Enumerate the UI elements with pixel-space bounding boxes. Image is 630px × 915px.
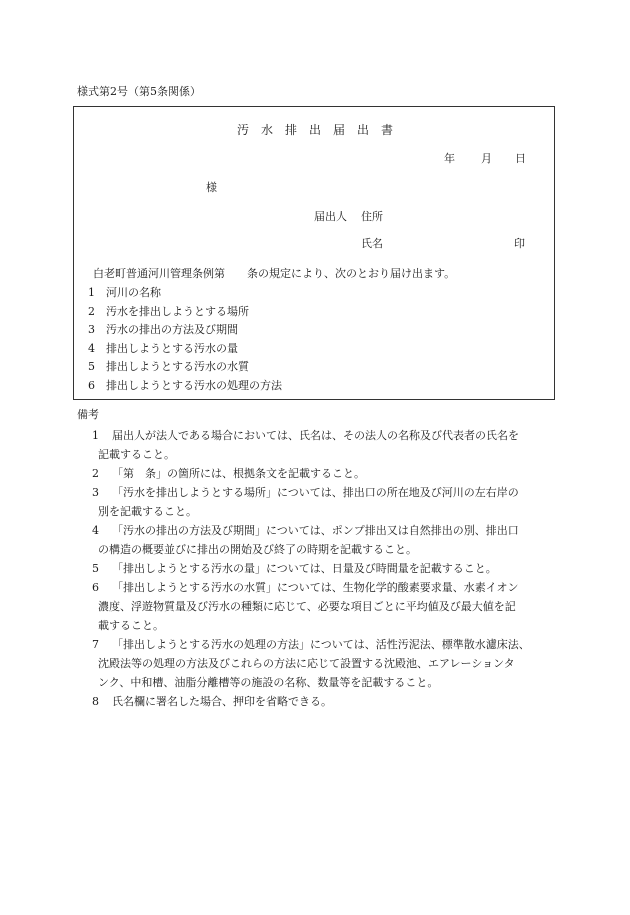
item-number: 6 (88, 379, 95, 392)
title-char: 水 (260, 123, 273, 137)
item-number: 2 (88, 305, 95, 318)
note-number: 1 (92, 429, 99, 442)
item-number: 5 (88, 360, 95, 373)
intro-statement: 白老町普通河川管理条例第 条の規定により、次のとおり届け出ます。 (93, 267, 456, 280)
note-number: 5 (92, 562, 99, 575)
form-frame (73, 106, 555, 400)
note-number: 3 (92, 486, 99, 499)
list-item (88, 324, 238, 335)
note-line: 「汚水の排出の方法及び期間」については、ポンプ排出又は自然排出の別、排出口 (112, 524, 519, 537)
note-number: 4 (92, 524, 99, 537)
note-number: 8 (92, 695, 99, 708)
item-number: 3 (88, 323, 95, 336)
title-char: 出 (308, 123, 321, 137)
seal-label: 印 (514, 237, 525, 250)
item-text: 排出しようとする汚水の水質 (106, 360, 249, 373)
title-char: 汚 (236, 123, 249, 137)
title-char: 出 (357, 123, 370, 137)
note-line: 沈殿法等の処理の方法及びこれらの方法に応じて設置する沈殿池、エアレーションタ (98, 657, 515, 670)
item-number: 1 (88, 286, 95, 299)
date-month-label: 月 (481, 152, 492, 165)
notifier-label: 届出人 (314, 210, 347, 223)
addressee-suffix: 様 (206, 181, 217, 194)
note-line: 載すること。 (98, 619, 164, 632)
note-number: 6 (92, 581, 99, 594)
title-char: 届 (333, 123, 346, 137)
note-line: 「第 条」の箇所には、根拠条文を記載すること。 (112, 467, 365, 480)
note-line: 「汚水を排出しようとする場所」については、排出口の所在地及び河川の左右岸の (112, 486, 519, 499)
form-number-label: 様式第2号（第5条関係） (77, 85, 201, 98)
note-line: の構造の概要並びに排出の開始及び終了の時期を記載すること。 (98, 543, 417, 556)
item-text: 排出しようとする汚水の量 (106, 342, 238, 355)
list-item (88, 380, 282, 391)
note-line: 届出人が法人である場合においては、氏名は、その法人の名称及び代表者の氏名を (112, 429, 519, 442)
item-text: 河川の名称 (106, 286, 161, 299)
document-title (0, 124, 630, 136)
list-item (88, 287, 161, 298)
list-item (88, 361, 249, 372)
title-char: 排 (284, 123, 297, 137)
date-year-label: 年 (444, 152, 455, 165)
note-line: 「排出しようとする汚水の処理の方法」については、活性汚泥法、標準散水濾床法、 (112, 638, 530, 651)
note-line: 「排出しようとする汚水の水質」については、生物化学的酸素要求量、水素イオン (112, 581, 519, 594)
note-line: 別を記載すること。 (98, 505, 197, 518)
item-text: 汚水の排出の方法及び期間 (106, 323, 238, 336)
note-line: ンク、中和槽、油脂分離槽等の施設の名称、数量等を記載すること。 (98, 676, 439, 689)
name-label: 氏名 (361, 237, 383, 250)
note-line: 濃度、浮遊物質量及び汚水の種類に応じて、必要な項目ごとに平均値及び最大値を記 (98, 600, 516, 613)
list-item (88, 343, 238, 354)
notes-heading: 備考 (77, 408, 99, 421)
item-number: 4 (88, 342, 95, 355)
note-number: 7 (92, 638, 99, 651)
item-text: 排出しようとする汚水の処理の方法 (106, 379, 282, 392)
address-label: 住所 (361, 210, 383, 223)
note-number: 2 (92, 467, 99, 480)
note-line: 「排出しようとする汚水の量」については、日量及び時間量を記載すること。 (112, 562, 497, 575)
item-text: 汚水を排出しようとする場所 (106, 305, 249, 318)
note-line: 氏名欄に署名した場合、押印を省略できる。 (112, 695, 332, 708)
date-day-label: 日 (515, 152, 526, 165)
note-line: 記載すること。 (98, 448, 175, 461)
list-item (88, 306, 249, 317)
title-char: 書 (381, 123, 394, 137)
